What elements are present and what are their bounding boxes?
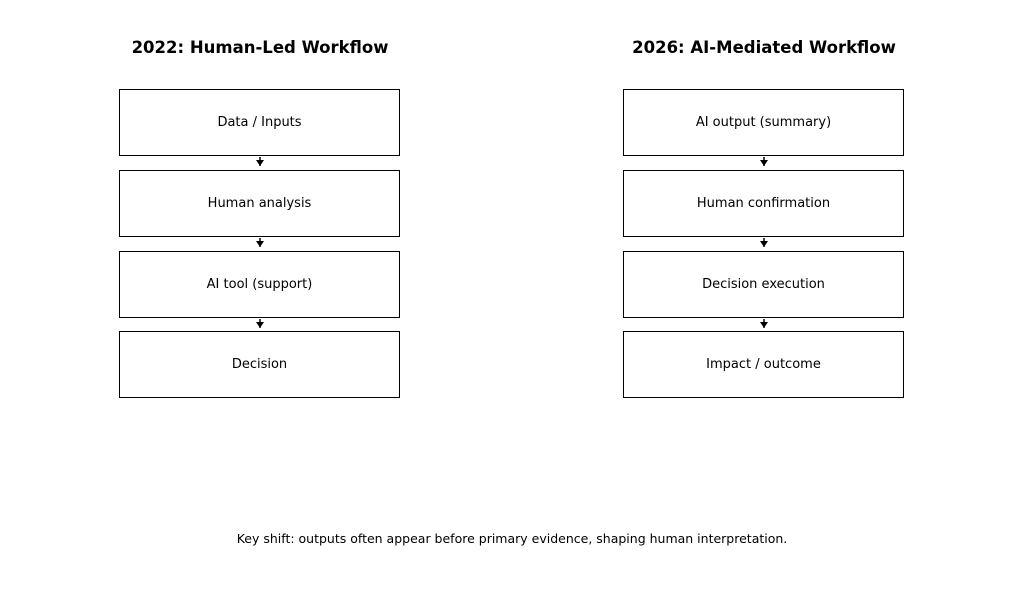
left-step-box [119,251,400,318]
step-label: AI output (summary) [695,115,832,130]
arrow-down-icon [255,319,265,329]
step-label: AI tool (support) [206,277,313,292]
arrow-down-icon [255,238,265,248]
left-step-box [119,170,400,237]
arrow-down-icon [759,319,769,329]
right-step-box [623,170,904,237]
left-step-box [119,89,400,156]
step-label: Decision [231,357,288,372]
right-step-box [623,251,904,318]
step-label: Human analysis [207,196,312,211]
arrow-down-icon [759,238,769,248]
right-step-box [623,89,904,156]
right-step-box [623,331,904,398]
step-label: Decision execution [702,277,825,292]
right-column-title: 2026: AI-Mediated Workflow [632,38,896,57]
step-label: Data / Inputs [217,115,302,130]
footer-caption: Key shift: outputs often appear before primary evidence, shaping human interpretation. [236,531,788,546]
step-label: Human confirmation [696,196,831,211]
step-label: Impact / outcome [706,357,821,372]
left-column-title: 2022: Human-Led Workflow [131,38,389,57]
arrow-down-icon [759,157,769,167]
left-step-box [119,331,400,398]
arrow-down-icon [255,157,265,167]
